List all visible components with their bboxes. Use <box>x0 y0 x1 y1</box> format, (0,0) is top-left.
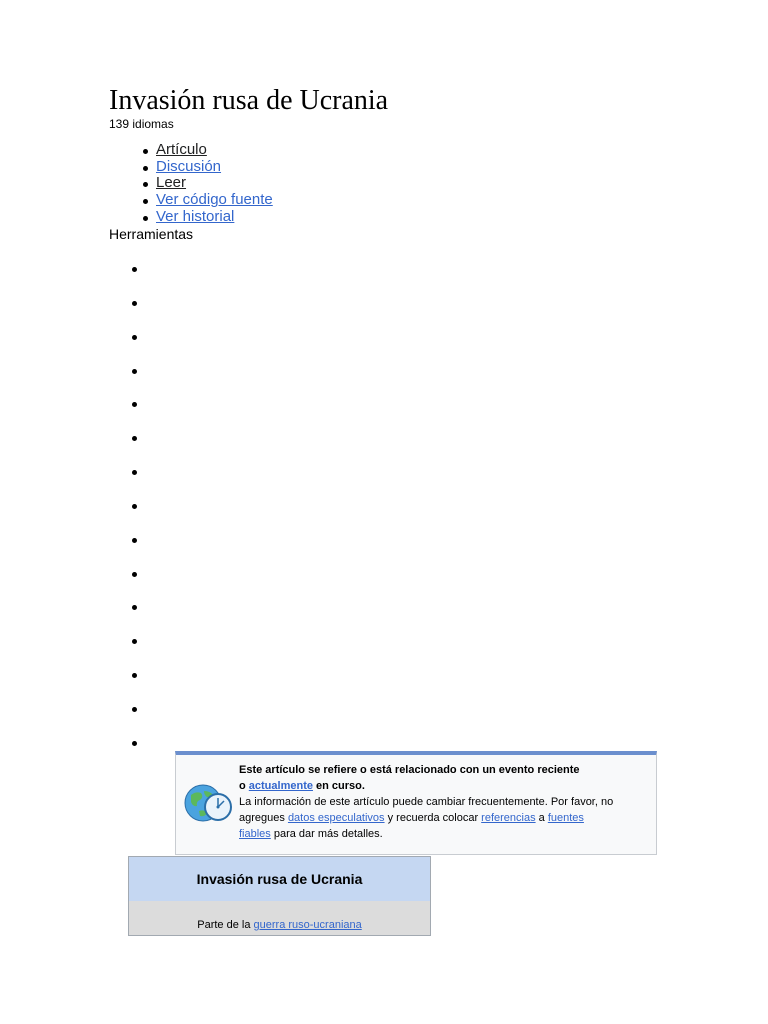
notice-text-fragment: o <box>239 780 249 792</box>
tools-list-bullet <box>132 369 137 374</box>
tab-item <box>116 175 273 192</box>
notice-text-fragment: y recuerda colocar <box>384 812 482 824</box>
tools-list-bullet <box>132 605 137 610</box>
tools-list-bullet <box>132 402 137 407</box>
notice-line <box>239 810 649 826</box>
infobox-subtitle <box>129 901 430 935</box>
notice-text <box>239 762 649 842</box>
tools-list-bullet <box>132 504 137 509</box>
notice-line <box>239 794 649 810</box>
notice-line <box>239 778 649 794</box>
tools-list-bullet <box>132 741 137 746</box>
infobox <box>128 856 431 936</box>
tools-list-bullet <box>132 335 137 340</box>
notice-text-fragment: agregues <box>239 812 288 824</box>
page-tabs <box>116 142 273 226</box>
notice-text-fragment: para dar más detalles. <box>270 828 383 840</box>
infobox-subtitle-text: Parte de la <box>197 919 254 931</box>
tools-menu-label[interactable]: Herramientas <box>109 226 194 242</box>
fiables-link[interactable]: fiables <box>239 828 271 840</box>
tools-list-bullet <box>132 470 137 475</box>
current-event-notice <box>175 751 657 855</box>
tab-item <box>116 192 273 209</box>
page-title: Invasión rusa de Ucrania <box>109 85 389 116</box>
notice-line <box>239 762 649 778</box>
tab-discusion[interactable]: Discusión <box>156 157 222 175</box>
notice-text-fragment: La información de este artículo puede cambiar frecuentemente. Por favor, no <box>239 796 614 808</box>
notice-text-fragment: a <box>535 812 548 824</box>
tab-item <box>116 209 273 226</box>
tools-list-bullet <box>132 707 137 712</box>
tab-item <box>116 159 273 176</box>
fuentes-link[interactable]: fuentes <box>547 812 584 824</box>
infobox-title: Invasión rusa de Ucrania <box>129 857 430 901</box>
language-selector[interactable]: 139 idiomas <box>109 117 174 131</box>
globe-clock-icon <box>182 781 238 825</box>
tab-articulo[interactable]: Artículo <box>156 141 207 158</box>
tools-list-bullet <box>132 572 137 577</box>
tools-list-bullet <box>132 673 137 678</box>
notice-heading: Este artículo se refiere o está relacionado con un evento reciente <box>239 764 580 776</box>
tab-leer[interactable]: Leer <box>156 174 187 192</box>
referencias-link[interactable]: referencias <box>481 812 536 824</box>
tools-list-bullet <box>132 301 137 306</box>
tools-list-bullet <box>132 267 137 272</box>
tools-list-bullet <box>132 538 137 543</box>
tools-list-bullet <box>132 639 137 644</box>
notice-text-fragment: en curso. <box>312 780 365 792</box>
tab-item <box>116 142 273 159</box>
tab-ver-codigo-fuente[interactable]: Ver código fuente <box>156 191 273 209</box>
guerra-ruso-ucraniana-link[interactable]: guerra ruso-ucraniana <box>253 919 362 931</box>
notice-line <box>239 826 649 842</box>
datos-especulativos-link[interactable]: datos especulativos <box>287 812 385 824</box>
actualmente-link[interactable]: actualmente <box>248 780 313 792</box>
tools-list-bullet <box>132 436 137 441</box>
tab-ver-historial[interactable]: Ver historial <box>156 207 235 225</box>
